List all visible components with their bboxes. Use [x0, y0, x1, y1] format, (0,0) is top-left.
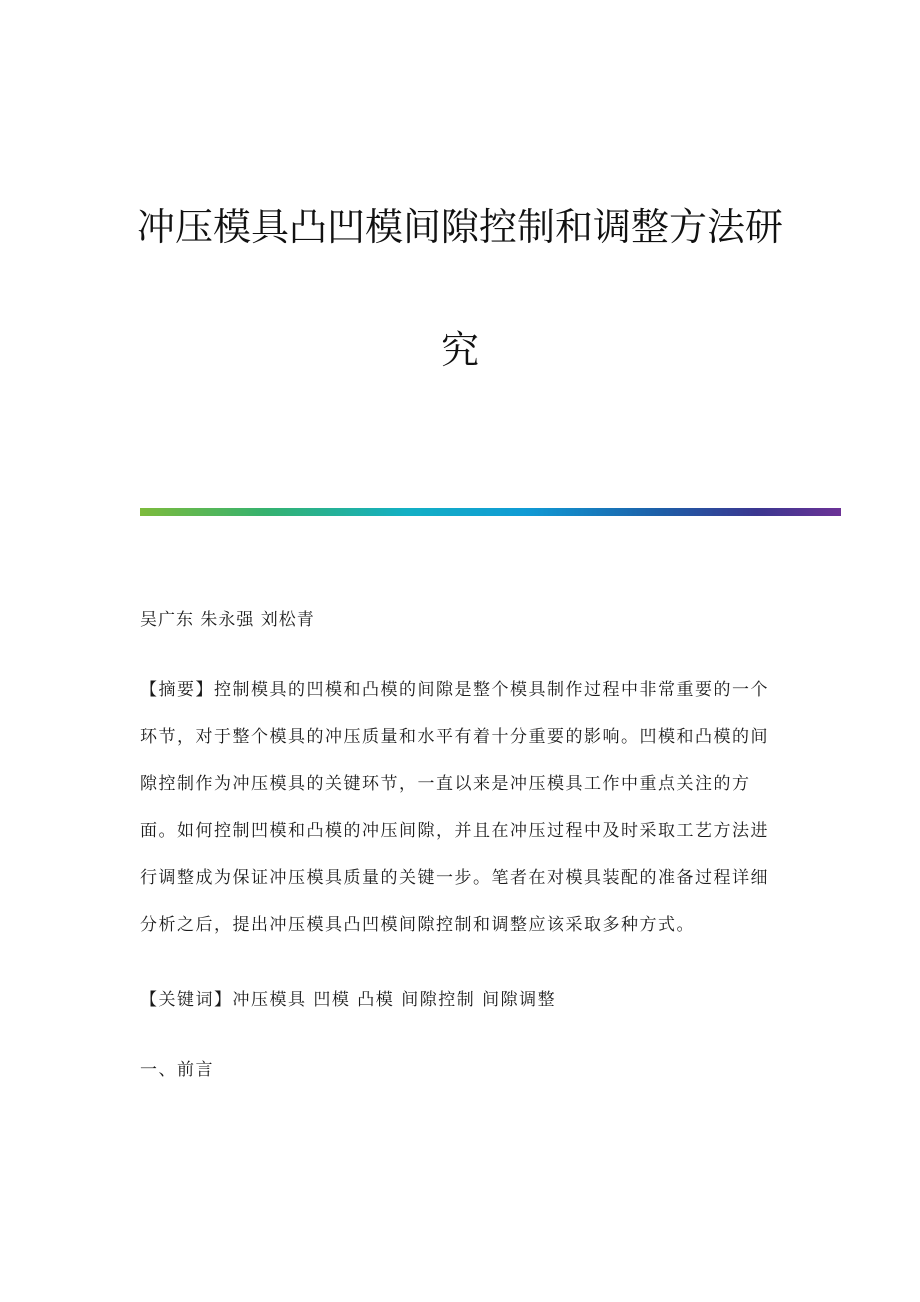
title-divider [140, 508, 841, 516]
keywords-line: 【关键词】冲压模具 凹模 凸模 间隙控制 间隙调整 [140, 990, 557, 1010]
document-title-line-1: 冲压模具凸凹模间隙控制和调整方法研 [136, 205, 783, 249]
section-heading: 一、前言 [140, 1060, 214, 1080]
abstract-line-6: 分析之后，提出冲压模具凸凹模间隙控制和调整应该采取多种方式。 [140, 915, 695, 935]
abstract-line-1: 【摘要】控制模具的凹模和凸模的间隙是整个模具制作过程中非常重要的一个 [140, 680, 769, 700]
abstract-line-2: 环节，对于整个模具的冲压质量和水平有着十分重要的影响。凹模和凸模的间 [140, 727, 769, 747]
abstract-line-4: 面。如何控制凹模和凸模的冲压间隙，并且在冲压过程中及时采取工艺方法进 [140, 821, 769, 841]
abstract-line-5: 行调整成为保证冲压模具质量的关键一步。笔者在对模具装配的准备过程详细 [140, 868, 769, 888]
document-title-line-2: 究 [440, 328, 479, 372]
author-list: 吴广东 朱永强 刘松青 [140, 610, 315, 630]
abstract-line-3: 隙控制作为冲压模具的关键环节，一直以来是冲压模具工作中重点关注的方 [140, 774, 751, 794]
